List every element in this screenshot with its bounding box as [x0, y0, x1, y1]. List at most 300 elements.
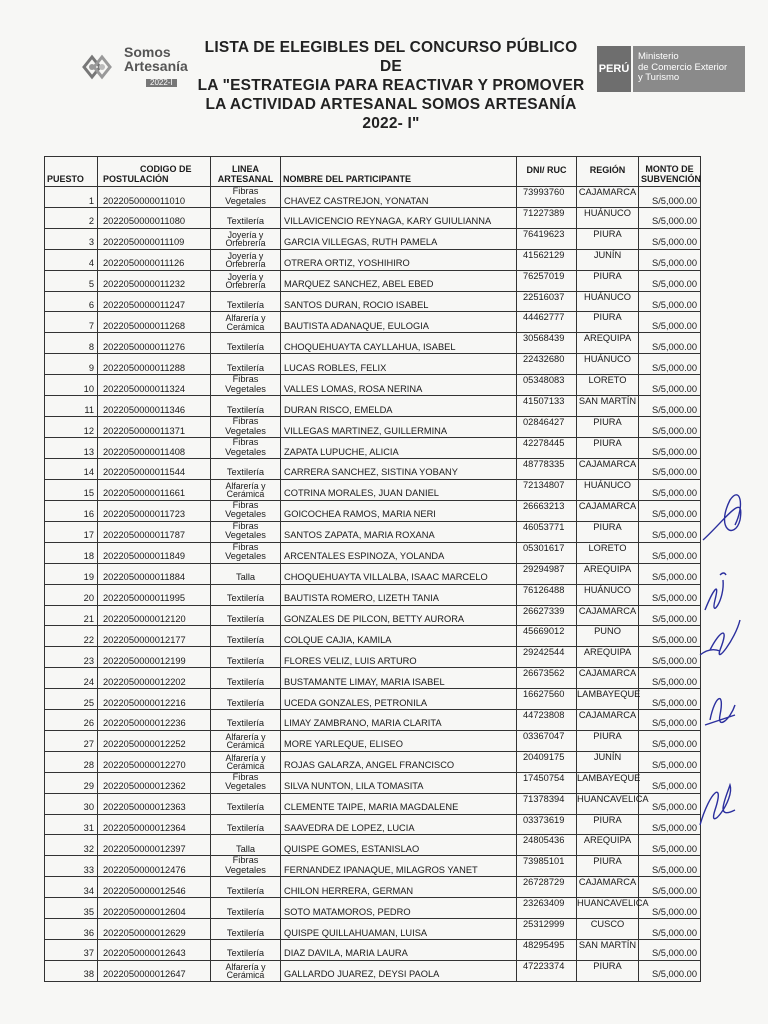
mincetur-logo	[597, 46, 745, 92]
cell-codigo: 2022050000012363	[98, 793, 211, 814]
cell-nombre: COLQUE CAJIA, KAMILA	[281, 626, 517, 647]
cell-puesto: 37	[45, 940, 98, 961]
cell-monto: S/5,000.00	[639, 228, 701, 249]
cell-codigo: 2022050000012647	[98, 960, 211, 981]
table-row	[45, 772, 701, 793]
cell-region: PIURA	[577, 856, 639, 877]
cell-linea: Textilería	[211, 898, 281, 919]
cell-monto: S/5,000.00	[639, 354, 701, 375]
cell-region: LORETO	[577, 375, 639, 396]
cell-monto: S/5,000.00	[639, 187, 701, 208]
cell-monto: S/5,000.00	[639, 521, 701, 542]
cell-linea: Textilería	[211, 291, 281, 312]
table-row	[45, 814, 701, 835]
cell-puesto: 7	[45, 312, 98, 333]
cell-dni: 76257019	[517, 270, 577, 291]
cell-dni: 71227389	[517, 208, 577, 229]
table-row	[45, 521, 701, 542]
cell-nombre: BUSTAMANTE LIMAY, MARIA ISABEL	[281, 668, 517, 689]
cell-dni: 41507133	[517, 396, 577, 417]
cell-puesto: 24	[45, 668, 98, 689]
cell-monto: S/5,000.00	[639, 375, 701, 396]
cell-codigo: 2022050000012120	[98, 605, 211, 626]
cell-linea: Alfarería y Cerámica	[211, 730, 281, 751]
cell-dni: 44462777	[517, 312, 577, 333]
cell-region: CAJAMARCA	[577, 187, 639, 208]
cell-nombre: MARQUEZ SANCHEZ, ABEL EBED	[281, 270, 517, 291]
cell-region: CAJAMARCA	[577, 459, 639, 480]
cell-codigo: 2022050000011544	[98, 459, 211, 480]
cell-puesto: 10	[45, 375, 98, 396]
cell-puesto: 21	[45, 605, 98, 626]
cell-nombre: ROJAS GALARZA, ANGEL FRANCISCO	[281, 751, 517, 772]
cell-region: PIURA	[577, 228, 639, 249]
cell-dni: 26728729	[517, 877, 577, 898]
cell-dni: 26663213	[517, 500, 577, 521]
cell-dni: 46053771	[517, 521, 577, 542]
cell-region: CUSCO	[577, 919, 639, 940]
cell-dni: 48295495	[517, 940, 577, 961]
peru-label: PERÚ	[597, 46, 631, 92]
cell-monto: S/5,000.00	[639, 919, 701, 940]
table-row	[45, 228, 701, 249]
cell-dni: 29242544	[517, 647, 577, 668]
cell-dni: 26673562	[517, 668, 577, 689]
cell-puesto: 13	[45, 438, 98, 459]
cell-codigo: 2022050000011723	[98, 500, 211, 521]
cell-linea: Textilería	[211, 647, 281, 668]
table-row	[45, 375, 701, 396]
cell-nombre: CHILON HERRERA, GERMAN	[281, 877, 517, 898]
cell-region: PIURA	[577, 730, 639, 751]
cell-dni: 30568439	[517, 333, 577, 354]
cell-monto: S/5,000.00	[639, 563, 701, 584]
cell-puesto: 34	[45, 877, 98, 898]
somos-artesania-emblem-icon	[72, 43, 120, 91]
cell-codigo: 2022050000012476	[98, 856, 211, 877]
cell-monto: S/5,000.00	[639, 877, 701, 898]
cell-nombre: VALLES LOMAS, ROSA NERINA	[281, 375, 517, 396]
cell-puesto: 19	[45, 563, 98, 584]
cell-region: HUÁNUCO	[577, 291, 639, 312]
table-row	[45, 291, 701, 312]
cell-region: AREQUIPA	[577, 333, 639, 354]
cell-linea: Textilería	[211, 940, 281, 961]
cell-linea: Textilería	[211, 919, 281, 940]
cell-region: PIURA	[577, 960, 639, 981]
cell-nombre: CARRERA SANCHEZ, SISTINA YOBANY	[281, 459, 517, 480]
cell-linea: Fibras Vegetales	[211, 375, 281, 396]
cell-monto: S/5,000.00	[639, 710, 701, 731]
cell-linea: Fibras Vegetales	[211, 542, 281, 563]
cell-puesto: 38	[45, 960, 98, 981]
cell-monto: S/5,000.00	[639, 835, 701, 856]
cell-codigo: 2022050000011408	[98, 438, 211, 459]
cell-nombre: LUCAS ROBLES, FELIX	[281, 354, 517, 375]
table-row	[45, 877, 701, 898]
cell-monto: S/5,000.00	[639, 249, 701, 270]
title-line-4: 2022- I"	[362, 115, 420, 132]
cell-monto: S/5,000.00	[639, 668, 701, 689]
cell-codigo: 2022050000011324	[98, 375, 211, 396]
cell-region: HUÁNUCO	[577, 479, 639, 500]
cell-linea: Fibras Vegetales	[211, 521, 281, 542]
header-dni: DNI/ RUC	[517, 157, 577, 187]
cell-nombre: UCEDA GONZALES, PETRONILA	[281, 689, 517, 710]
table-row	[45, 960, 701, 981]
table-row	[45, 605, 701, 626]
header-codigo-line-1: CODIGO DE	[140, 164, 192, 174]
cell-dni: 16627560	[517, 689, 577, 710]
cell-nombre: FLORES VELIZ, LUIS ARTURO	[281, 647, 517, 668]
cell-region: PIURA	[577, 814, 639, 835]
cell-codigo: 2022050000012199	[98, 647, 211, 668]
table-row	[45, 689, 701, 710]
cell-monto: S/5,000.00	[639, 542, 701, 563]
cell-puesto: 23	[45, 647, 98, 668]
cell-dni: 03367047	[517, 730, 577, 751]
cell-region: CAJAMARCA	[577, 710, 639, 731]
cell-region: HUÁNUCO	[577, 584, 639, 605]
table-row	[45, 333, 701, 354]
cell-nombre: SOTO MATAMOROS, PEDRO	[281, 898, 517, 919]
table-header-row	[45, 157, 701, 187]
cell-codigo: 2022050000011109	[98, 228, 211, 249]
cell-codigo: 2022050000011346	[98, 396, 211, 417]
cell-monto: S/5,000.00	[639, 898, 701, 919]
cell-puesto: 28	[45, 751, 98, 772]
cell-puesto: 27	[45, 730, 98, 751]
cell-region: CAJAMARCA	[577, 877, 639, 898]
cell-region: LAMBAYEQUE	[577, 689, 639, 710]
cell-puesto: 1	[45, 187, 98, 208]
header-linea	[211, 157, 281, 187]
cell-codigo: 2022050000012362	[98, 772, 211, 793]
cell-monto: S/5,000.00	[639, 605, 701, 626]
cell-monto: S/5,000.00	[639, 689, 701, 710]
table-row	[45, 312, 701, 333]
cell-nombre: ZAPATA LUPUCHE, ALICIA	[281, 438, 517, 459]
cell-nombre: ARCENTALES ESPINOZA, YOLANDA	[281, 542, 517, 563]
cell-nombre: CLEMENTE TAIPE, MARIA MAGDALENE	[281, 793, 517, 814]
cell-dni: 02846427	[517, 417, 577, 438]
cell-codigo: 2022050000011371	[98, 417, 211, 438]
cell-dni: 47223374	[517, 960, 577, 981]
ministry-line-2: de Comercio Exterior	[638, 61, 728, 73]
cell-region: CAJAMARCA	[577, 605, 639, 626]
title-line-2: LA "ESTRATEGIA PARA REACTIVAR Y PROMOVER	[197, 77, 585, 94]
cell-dni: 17450754	[517, 772, 577, 793]
cell-monto: S/5,000.00	[639, 960, 701, 981]
cell-codigo: 2022050000012364	[98, 814, 211, 835]
table-row	[45, 479, 701, 500]
cell-nombre: FERNANDEZ IPANAQUE, MILAGROS YANET	[281, 856, 517, 877]
cell-linea: Textilería	[211, 354, 281, 375]
cell-dni: 72134807	[517, 479, 577, 500]
title-line-3: LA ACTIVIDAD ARTESANAL SOMOS ARTESANÍA	[205, 96, 577, 113]
cell-monto: S/5,000.00	[639, 438, 701, 459]
cell-region: SAN MARTÍN	[577, 396, 639, 417]
cell-monto: S/5,000.00	[639, 772, 701, 793]
table-row	[45, 500, 701, 521]
cell-linea: Textilería	[211, 877, 281, 898]
header-region: REGIÓN	[577, 157, 639, 187]
cell-monto: S/5,000.00	[639, 479, 701, 500]
cell-nombre: DURAN RISCO, EMELDA	[281, 396, 517, 417]
cell-codigo: 2022050000012397	[98, 835, 211, 856]
cell-puesto: 6	[45, 291, 98, 312]
cell-linea: Textilería	[211, 689, 281, 710]
cell-nombre: SANTOS ZAPATA, MARIA ROXANA	[281, 521, 517, 542]
table-row	[45, 730, 701, 751]
cell-codigo: 2022050000011995	[98, 584, 211, 605]
cell-dni: 71378394	[517, 793, 577, 814]
cell-codigo: 2022050000012202	[98, 668, 211, 689]
cell-linea: Textilería	[211, 605, 281, 626]
cell-linea: Alfarería y Cerámica	[211, 960, 281, 981]
cell-codigo: 2022050000011080	[98, 208, 211, 229]
handwritten-signature	[695, 480, 765, 840]
cell-linea: Textilería	[211, 626, 281, 647]
cell-puesto: 5	[45, 270, 98, 291]
cell-codigo: 2022050000011232	[98, 270, 211, 291]
cell-region: JUNÍN	[577, 249, 639, 270]
cell-region: CAJAMARCA	[577, 500, 639, 521]
cell-linea: Textilería	[211, 710, 281, 731]
cell-linea: Talla	[211, 563, 281, 584]
cell-puesto: 32	[45, 835, 98, 856]
cell-monto: S/5,000.00	[639, 396, 701, 417]
table-row	[45, 856, 701, 877]
cell-dni: 20409175	[517, 751, 577, 772]
cell-nombre: CHOQUEHUAYTA CAYLLAHUA, ISABEL	[281, 333, 517, 354]
cell-linea: Textilería	[211, 668, 281, 689]
cell-puesto: 29	[45, 772, 98, 793]
cell-puesto: 14	[45, 459, 98, 480]
cell-nombre: GONZALES DE PILCON, BETTY AURORA	[281, 605, 517, 626]
cell-linea: Fibras Vegetales	[211, 438, 281, 459]
cell-puesto: 31	[45, 814, 98, 835]
cell-codigo: 2022050000012604	[98, 898, 211, 919]
cell-monto: S/5,000.00	[639, 647, 701, 668]
ministry-line-1: Ministerio	[638, 51, 679, 62]
cell-region: LORETO	[577, 542, 639, 563]
cell-dni: 73993760	[517, 187, 577, 208]
cell-puesto: 15	[45, 479, 98, 500]
table-row	[45, 647, 701, 668]
logo-line-1: Somos	[124, 44, 171, 60]
cell-monto: S/5,000.00	[639, 940, 701, 961]
document-title	[196, 38, 586, 133]
cell-nombre: COTRINA MORALES, JUAN DANIEL	[281, 479, 517, 500]
table-row	[45, 668, 701, 689]
cell-nombre: GOICOCHEA RAMOS, MARIA NERI	[281, 500, 517, 521]
table-row	[45, 898, 701, 919]
cell-dni: 25312999	[517, 919, 577, 940]
cell-nombre: BAUTISTA ROMERO, LIZETH TANIA	[281, 584, 517, 605]
cell-linea: Talla	[211, 835, 281, 856]
cell-monto: S/5,000.00	[639, 270, 701, 291]
cell-region: HUÁNUCO	[577, 354, 639, 375]
cell-dni: 73985101	[517, 856, 577, 877]
cell-puesto: 2	[45, 208, 98, 229]
cell-monto: S/5,000.00	[639, 417, 701, 438]
cell-region: PIURA	[577, 438, 639, 459]
cell-codigo: 2022050000012643	[98, 940, 211, 961]
cell-puesto: 12	[45, 417, 98, 438]
cell-codigo: 2022050000011276	[98, 333, 211, 354]
cell-puesto: 22	[45, 626, 98, 647]
header-puesto: PUESTO	[45, 157, 98, 187]
cell-codigo: 2022050000012216	[98, 689, 211, 710]
cell-region: AREQUIPA	[577, 563, 639, 584]
cell-puesto: 26	[45, 710, 98, 731]
ministry-line-3: y Turismo	[638, 72, 680, 83]
cell-puesto: 25	[45, 689, 98, 710]
cell-monto: S/5,000.00	[639, 459, 701, 480]
header-monto-line-1: MONTO DE	[645, 164, 694, 174]
cell-puesto: 16	[45, 500, 98, 521]
cell-puesto: 3	[45, 228, 98, 249]
table-row	[45, 249, 701, 270]
table-row	[45, 626, 701, 647]
cell-dni: 42278445	[517, 438, 577, 459]
cell-puesto: 11	[45, 396, 98, 417]
cell-codigo: 2022050000011010	[98, 187, 211, 208]
cell-codigo: 2022050000011884	[98, 563, 211, 584]
cell-linea: Alfarería y Cerámica	[211, 751, 281, 772]
cell-nombre: CHOQUEHUAYTA VILLALBA, ISAAC MARCELO	[281, 563, 517, 584]
logo-badge: 2022-I	[146, 79, 177, 87]
table-row	[45, 270, 701, 291]
cell-codigo: 2022050000011126	[98, 249, 211, 270]
cell-dni: 24805436	[517, 835, 577, 856]
cell-linea: Fibras Vegetales	[211, 500, 281, 521]
cell-dni: 44723808	[517, 710, 577, 731]
cell-nombre: SILVA NUNTON, LILA TOMASITA	[281, 772, 517, 793]
table-row	[45, 940, 701, 961]
cell-codigo: 2022050000012629	[98, 919, 211, 940]
cell-monto: S/5,000.00	[639, 730, 701, 751]
cell-linea: Fibras Vegetales	[211, 856, 281, 877]
cell-region: PIURA	[577, 312, 639, 333]
cell-dni: 48778335	[517, 459, 577, 480]
table-row	[45, 584, 701, 605]
cell-nombre: LIMAY ZAMBRANO, MARIA CLARITA	[281, 710, 517, 731]
table-row	[45, 187, 701, 208]
cell-linea: Textilería	[211, 584, 281, 605]
cell-region: PUNO	[577, 626, 639, 647]
table-row	[45, 459, 701, 480]
cell-codigo: 2022050000011247	[98, 291, 211, 312]
cell-dni: 29294987	[517, 563, 577, 584]
cell-linea: Textilería	[211, 793, 281, 814]
table-row	[45, 354, 701, 375]
cell-nombre: VILLAVICENCIO REYNAGA, KARY GUIULIANNA	[281, 208, 517, 229]
cell-linea: Fibras Vegetales	[211, 417, 281, 438]
cell-region: HUÁNUCO	[577, 208, 639, 229]
cell-region: PIURA	[577, 417, 639, 438]
cell-monto: S/5,000.00	[639, 291, 701, 312]
cell-linea: Fibras Vegetales	[211, 187, 281, 208]
cell-nombre: VILLEGAS MARTINEZ, GUILLERMINA	[281, 417, 517, 438]
cell-dni: 76126488	[517, 584, 577, 605]
cell-nombre: GARCIA VILLEGAS, RUTH PAMELA	[281, 228, 517, 249]
cell-codigo: 2022050000011268	[98, 312, 211, 333]
header-codigo	[98, 157, 211, 187]
header-linea-line-1: LINEA	[232, 164, 259, 174]
cell-puesto: 36	[45, 919, 98, 940]
cell-monto: S/5,000.00	[639, 584, 701, 605]
cell-puesto: 8	[45, 333, 98, 354]
cell-nombre: QUISPE GOMES, ESTANISLAO	[281, 835, 517, 856]
table-row	[45, 710, 701, 731]
cell-nombre: SANTOS DURAN, ROCIO ISABEL	[281, 291, 517, 312]
cell-dni: 26627339	[517, 605, 577, 626]
cell-dni: 23263409	[517, 898, 577, 919]
header-monto	[639, 157, 701, 187]
cell-puesto: 18	[45, 542, 98, 563]
cell-monto: S/5,000.00	[639, 856, 701, 877]
cell-region: LAMBAYEQUE	[577, 772, 639, 793]
cell-puesto: 17	[45, 521, 98, 542]
table-row	[45, 793, 701, 814]
header-monto-line-2: SUBVENCIÓN	[641, 173, 702, 184]
table-row	[45, 919, 701, 940]
cell-nombre: MORE YARLEQUE, ELISEO	[281, 730, 517, 751]
ministry-name	[631, 46, 745, 92]
cell-dni: 45669012	[517, 626, 577, 647]
cell-nombre: GALLARDO JUAREZ, DEYSI PAOLA	[281, 960, 517, 981]
cell-region: HUANCAVELICA	[577, 793, 639, 814]
cell-nombre: DIAZ DAVILA, MARIA LAURA	[281, 940, 517, 961]
cell-puesto: 4	[45, 249, 98, 270]
cell-dni: 05348083	[517, 375, 577, 396]
cell-linea: Joyería y Orfebrería	[211, 228, 281, 249]
cell-codigo: 2022050000012270	[98, 751, 211, 772]
cell-linea: Fibras Vegetales	[211, 772, 281, 793]
cell-region: AREQUIPA	[577, 835, 639, 856]
cell-linea: Textilería	[211, 459, 281, 480]
cell-puesto: 35	[45, 898, 98, 919]
table-row	[45, 563, 701, 584]
logo-line-2: Artesanía	[124, 58, 188, 74]
table-row	[45, 438, 701, 459]
cell-codigo: 2022050000012236	[98, 710, 211, 731]
cell-monto: S/5,000.00	[639, 793, 701, 814]
cell-codigo: 2022050000012177	[98, 626, 211, 647]
cell-puesto: 20	[45, 584, 98, 605]
cell-linea: Alfarería y Cerámica	[211, 312, 281, 333]
header-codigo-line-2: POSTULACIÓN	[103, 173, 169, 184]
title-line-1: LISTA DE ELEGIBLES DEL CONCURSO PÚBLICO DE	[204, 39, 578, 75]
cell-codigo: 2022050000011661	[98, 479, 211, 500]
cell-monto: S/5,000.00	[639, 814, 701, 835]
cell-nombre: OTRERA ORTIZ, YOSHIHIRO	[281, 249, 517, 270]
cell-puesto: 33	[45, 856, 98, 877]
cell-monto: S/5,000.00	[639, 500, 701, 521]
cell-region: SAN MARTÍN	[577, 940, 639, 961]
cell-codigo: 2022050000012546	[98, 877, 211, 898]
cell-linea: Alfarería y Cerámica	[211, 479, 281, 500]
cell-monto: S/5,000.00	[639, 312, 701, 333]
table-row	[45, 542, 701, 563]
cell-dni: 22432680	[517, 354, 577, 375]
cell-dni: 76419623	[517, 228, 577, 249]
eligibles-table	[44, 156, 701, 982]
cell-monto: S/5,000.00	[639, 751, 701, 772]
cell-linea: Joyería y Orfebrería	[211, 270, 281, 291]
